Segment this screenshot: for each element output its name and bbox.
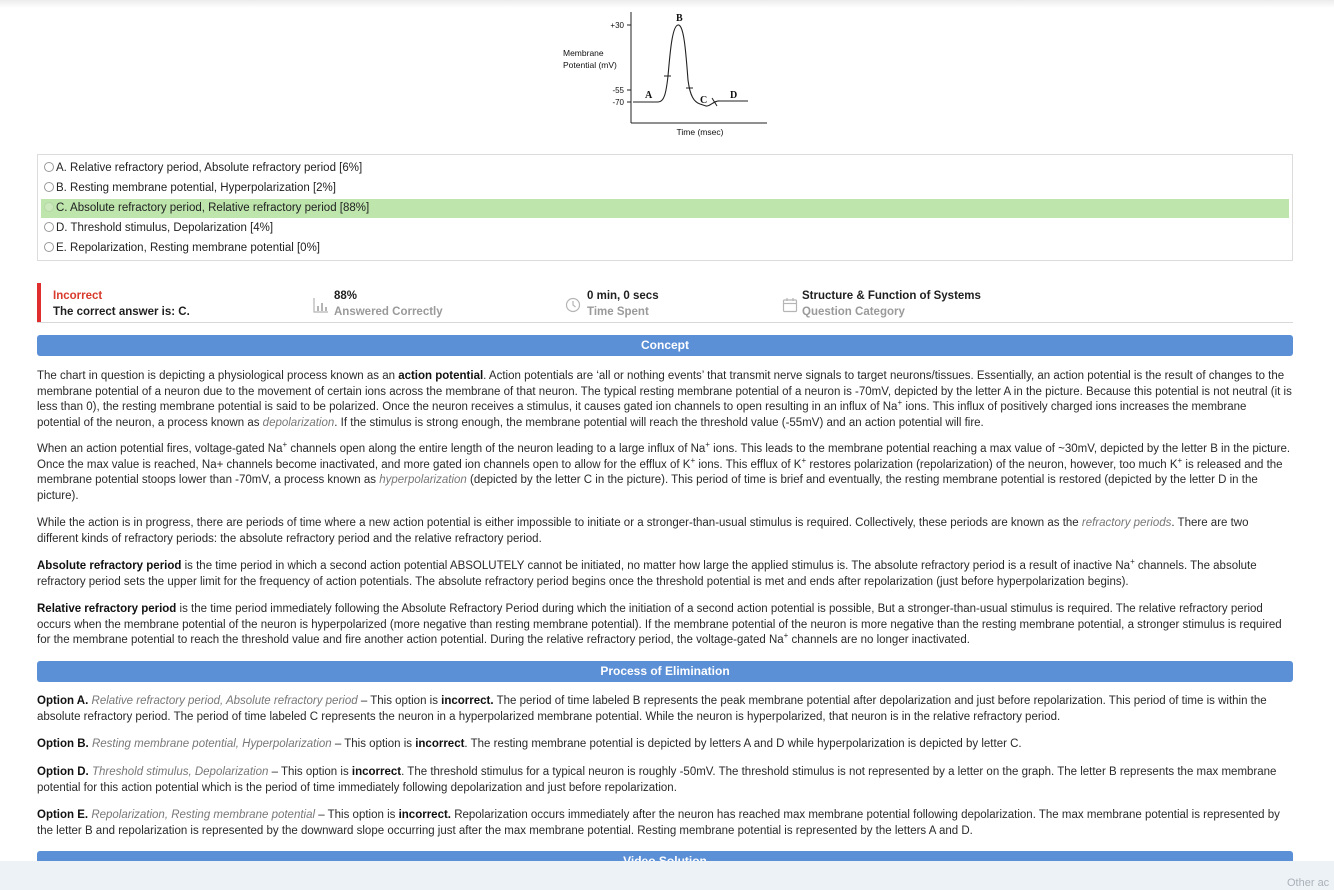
category-label: Question Category — [802, 306, 905, 318]
radio-icon[interactable] — [44, 182, 54, 192]
option-d[interactable] — [41, 219, 1289, 238]
x-axis-label: Time (msec) — [676, 127, 724, 137]
incorrect-indicator — [37, 283, 41, 322]
elimination-option-a: Option A. Relative refractory period, Absolute refractory period – This option is incorrect. The period of time labeled B represents the peak membrane potential after depolarization and just before repolarization. This period of time is within the absolute refractory period. The period of time labeled C represents the neuron in a hyperpolarized membrane potential. While the neuron is hyperpolarized, that neuron is in the relative refractory period. — [37, 695, 1267, 723]
correct-answer-text: The correct answer is: C. — [53, 306, 190, 318]
point-label-b: B — [676, 13, 683, 24]
y-axis-label-line1: Membrane — [563, 48, 604, 58]
percent-label: Answered Correctly — [334, 306, 443, 318]
tick-plus30: +30 — [610, 21, 624, 30]
calendar-icon — [782, 297, 798, 313]
option-label: A. Relative refractory period, Absolute refractory period [6%] — [56, 162, 363, 174]
result-status — [53, 288, 190, 320]
top-shadow — [0, 0, 1334, 8]
tick-minus70: -70 — [612, 98, 624, 107]
point-label-a: A — [645, 90, 653, 101]
status-text: Incorrect — [53, 290, 103, 302]
option-label: E. Repolarization, Resting membrane potential [0%] — [56, 242, 321, 254]
answer-options — [37, 154, 1293, 261]
footer-bar — [0, 861, 1334, 890]
concept-paragraph-3: While the action is in progress, there are periods of time where a new action potential is either impossible to initiate or a stronger-than-usual stimulus is required. Collectively, these periods are known as the refractory periods. There are two different kinds of refractory periods: the absolute refractory period and the relative refractory period. — [37, 517, 1249, 545]
elimination-option-b: Option B. Resting membrane potential, Hyperpolarization – This option is incorrect. The resting membrane potential is depicted by letters A and D while hyperpolarization is depicted by letter C. — [37, 738, 1022, 750]
option-e[interactable] — [41, 239, 1289, 258]
concept-paragraph-4: Absolute refractory period is the time period in which a second action potential ABSOLUTELY cannot be initiated, no matter how large the applied stimulus is. The absolute refractory period is a result of inactive Na+ channels. The absolute refractory period sets the upper limit for the frequency of action potentials. The absolute refractory period begins once the threshold potential is met and ends after repolarization (just before hyperpolarization begins). — [37, 557, 1257, 588]
y-axis-label-line2: Potential (mV) — [563, 60, 617, 70]
concept-header: Concept — [37, 335, 1293, 356]
option-a[interactable] — [41, 159, 1289, 178]
tick-minus55: -55 — [612, 86, 624, 95]
radio-icon[interactable] — [44, 222, 54, 232]
radio-icon[interactable] — [44, 242, 54, 252]
elimination-option-d: Option D. Threshold stimulus, Depolarization – This option is incorrect. The threshold stimulus for a typical neuron is roughly -50mV. The threshold stimulus is not represented by a letter on the graph. The letter B represents the max membrane potential for this action potential which is the period of time immediately following depolarization and just before repolarization. — [37, 766, 1277, 794]
concept-paragraph-1: The chart in question is depicting a physiological process known as an action potential. Action potentials are ‘all or nothing events’ that transmit nerve signals to target neurons/tissues. Essentially, an action potential is the result of changes to the membrane potential of a neuron due to the movement of certain ions across the membrane of that neuron. The typical resting membrane potential of a neuron is -70mV, depicted by the letter A in the picture. Because this potential is not neutral (it is less than 0), the resting membrane potential is said to be polarized. Once the neuron receives a stimulus, it causes gated ion channels to open resulting in an influx of Na+ ions. This influx of positively charged ions increases the membrane potential of the neuron, a process known as depolarization. If the stimulus is strong enough, the membrane potential will reach the threshold value (-55mV) and an action potential will fire. — [37, 370, 1292, 429]
option-b[interactable] — [41, 179, 1289, 198]
concept-paragraph-5: Relative refractory period is the time period immediately following the Absolute Refractory Period during which the initiation of a second action potential is possible, But a stronger-than-usual stimulus is required. The relative refractory period occurs when the membrane potential of the neuron is hyperpolarized (more negative than resting membrane potential). If the membrane potential of the neuron is more negative than the resting membrane potential, a stronger stimulus is required for the membrane potential to reach the threshold value and fire another action potential. During the relative refractory period, the voltage-gated Na+ channels are no longer inactivated. — [37, 603, 1282, 646]
percent-correct — [334, 288, 443, 320]
point-label-d: D — [730, 90, 738, 101]
category-value: Structure & Function of Systems — [802, 290, 981, 302]
time-value: 0 min, 0 secs — [587, 290, 659, 302]
clock-icon — [565, 297, 581, 313]
action-potential-graph — [560, 8, 772, 140]
result-bar — [37, 283, 1293, 323]
radio-icon[interactable] — [44, 202, 54, 212]
time-label: Time Spent — [587, 306, 649, 318]
radio-icon[interactable] — [44, 162, 54, 172]
option-label: B. Resting membrane potential, Hyperpolarization [2%] — [56, 182, 336, 194]
option-label: D. Threshold stimulus, Depolarization [4%] — [56, 222, 274, 234]
elimination-header: Process of Elimination — [37, 661, 1293, 682]
concept-paragraph-2: When an action potential fires, voltage-gated Na+ channels open along the entire length of the neuron leading to a large influx of Na+ ions. This leads to the membrane potential reaching a max value of ~30mV, depicted by the letter B in the picture. Once the max value is reached, Na+ channels become inactivated, and more gated ion channels open to allow for the efflux of K+ ions. This efflux of K+ restores polarization (repolarization) of the neuron, however, too much K+ is released and the membrane potential stoops lower than -70mV, a process known as hyperpolarization (depicted by the letter C in the picture). This period of time is brief and eventually, the resting membrane potential is restored (depicted by the letter D in the picture). — [37, 440, 1291, 502]
percent-value: 88% — [334, 290, 358, 302]
option-label: C. Absolute refractory period, Relative refractory period [88%] — [56, 202, 370, 214]
point-label-c: C — [700, 95, 708, 106]
bar-chart-icon — [313, 297, 329, 313]
elimination-option-e: Option E. Repolarization, Resting membrane potential – This option is incorrect. Repolarization occurs immediately after the neuron has reached max membrane potential following depolarization. The max membrane potential is represented by the letter B and repolarization is represented by the downward slope occurring just after the max membrane potential. Resting membrane potential is represented by the letters A and D. — [37, 809, 1280, 837]
question-category — [802, 288, 981, 320]
time-spent — [587, 288, 659, 320]
option-c-correct[interactable] — [41, 199, 1289, 218]
other-actions-text[interactable]: Other ac — [1287, 877, 1330, 889]
